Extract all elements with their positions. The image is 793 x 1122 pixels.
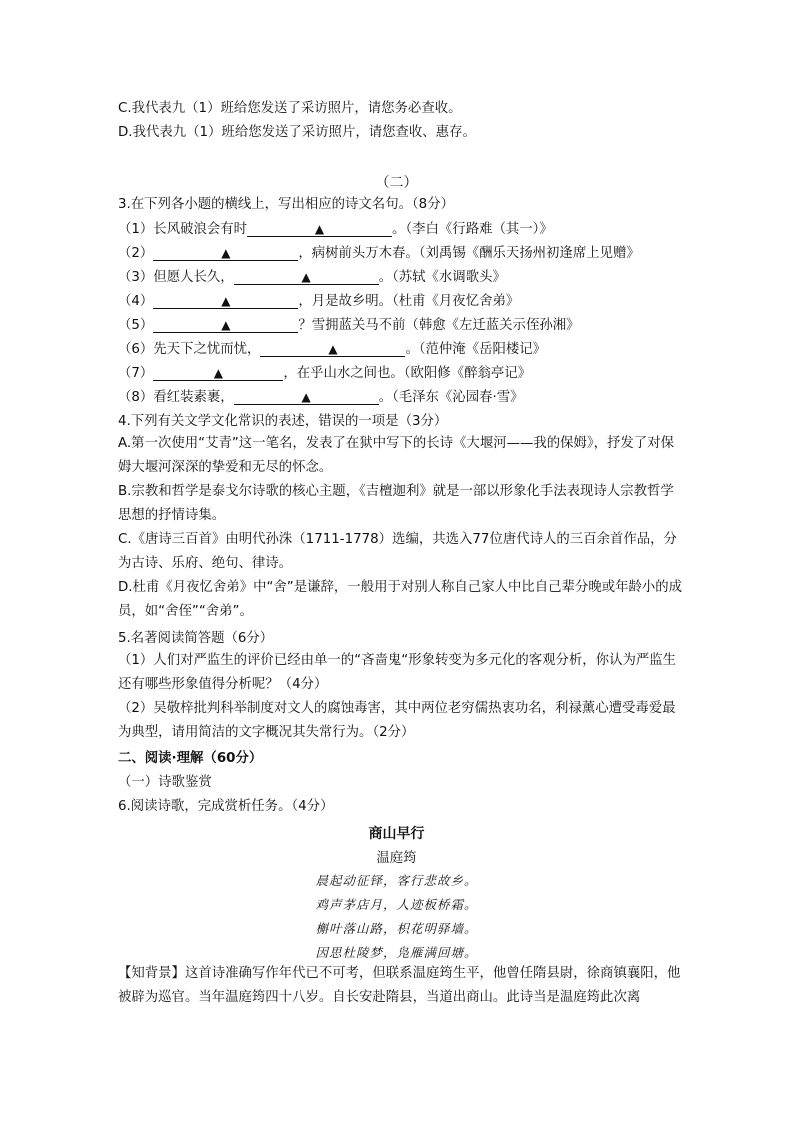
answer-blank-3[interactable] — [234, 270, 379, 285]
q5-item-2: （2）吴敬梓批判科举制度对文人的腐蚀毒害，其中两位老穷儒热衷功名，利禄薰心遭受毒爱最为典型，请用简洁的文字概况其失常行为。（2分） — [118, 701, 676, 740]
section-two-label: （二） — [375, 175, 418, 191]
option-d-line: D.我代表九（1）班给您发送了采访照片，请您查收、惠存。 — [118, 125, 476, 140]
answer-blank-4[interactable] — [153, 294, 298, 309]
triangle-marker-icon: ▲ — [221, 318, 231, 332]
q3-item-5 — [118, 317, 580, 335]
q3-item-1-pre: （1）长风破浪会有时 — [118, 222, 248, 237]
q3-item-7-pre: （7） — [118, 366, 154, 381]
q3-item-1-post: 。（李白《行路难（其一）》 — [392, 222, 553, 237]
q3-item-5-pre: （5） — [118, 318, 154, 333]
q3-item-8-pre: （8）看红装素裹， — [118, 390, 234, 405]
answer-blank-2[interactable] — [153, 246, 298, 261]
answer-blank-7[interactable] — [153, 366, 283, 381]
section-reading-heading: 二、阅读·理解（60分） — [118, 751, 263, 766]
triangle-marker-icon: ▲ — [213, 366, 223, 380]
q6-stem: 6.阅读诗歌，完成赏析任务。（4分） — [118, 799, 334, 814]
triangle-marker-icon: ▲ — [301, 390, 311, 404]
q4-option-c: C.《唐诗三百首》由明代孙洙（1711-1778）选编，共选入77位唐代诗人的三百余首作品，分为古诗、乐府、绝句、律诗。 — [118, 532, 677, 571]
q3-item-5-post: ？雪拥蓝关马不前（韩愈《左迁蓝关示侄孙湘》 — [298, 318, 580, 333]
q5-stem: 5.名著阅读简答题（6分） — [118, 631, 274, 646]
poem-line-4: 因思杜陵梦，凫雁满回塘。 — [315, 945, 478, 960]
triangle-marker-icon: ▲ — [221, 294, 231, 308]
answer-blank-5[interactable] — [153, 318, 298, 333]
q3-item-7-post: ，在乎山水之间也。（欧阳修《醉翁亭记》 — [283, 366, 532, 381]
poem-title: 商山早行 — [368, 826, 425, 842]
q3-item-3-post: 。（苏轼《水调歌头》 — [378, 270, 506, 285]
q3-item-6-pre: （6）先天下之忧而忧， — [118, 342, 261, 357]
answer-blank-1[interactable] — [247, 222, 392, 237]
triangle-marker-icon: ▲ — [314, 222, 325, 236]
q3-item-2-pre: （2） — [118, 246, 154, 261]
background-paragraph: 【知背景】这首诗准确写作年代已不可考，但联系温庭筠生平，他曾任隋县尉，徐商镇襄阳，他被辟为巡官。当年温庭筠四十八岁。自长安赴隋县，当道出商山。此诗当是温庭筠此次离 — [118, 966, 681, 1005]
q3-item-6-post: 。（范仲淹《岳阳楼记》 — [405, 342, 547, 357]
triangle-marker-icon: ▲ — [301, 270, 311, 284]
q5-item-1: （1）人们对严监生的评价已经由单一的“吝啬鬼“形象转变为多元化的客观分析，你认为严监生还有哪些形象值得分析呢？（4分） — [118, 653, 677, 692]
q4-stem: 4.下列有关文学文化常识的表述，错误的一项是（3分） — [118, 414, 448, 429]
q3-item-3-pre: （3）但愿人长久， — [118, 270, 234, 285]
q4-option-a: A.第一次使用“艾青”这一笔名，发表了在狱中写下的长诗《大堰河——我的保姆》，抒发了对保姆大堰河深深的挚爱和无尽的怀念。 — [118, 436, 674, 475]
answer-blank-6[interactable] — [260, 342, 405, 357]
q3-item-3 — [118, 269, 506, 287]
q4-option-b: B.宗教和哲学是泰戈尔诗歌的核心主题，《吉檀迦利》就是一部以形象化手法表现诗人宗教哲学思想的抒情诗集。 — [118, 484, 674, 523]
answer-blank-8[interactable] — [234, 390, 379, 405]
q3-item-4-post: ，月是故乡明。（杜甫《月夜忆舍弟》 — [298, 294, 520, 309]
q3-item-8 — [118, 389, 524, 407]
triangle-marker-icon: ▲ — [221, 246, 231, 260]
q3-stem: 3.在下列各小题的横线上，写出相应的诗文名句。（8分） — [118, 197, 454, 212]
q3-item-1 — [118, 221, 553, 239]
q3-item-7 — [118, 365, 531, 383]
poem-line-3: 槲叶落山路，枳花明驿墙。 — [315, 921, 478, 936]
poem-line-2: 鸡声茅店月，人迹板桥霜。 — [315, 897, 478, 912]
q3-item-4-pre: （4） — [118, 294, 154, 309]
option-c-line: C.我代表九（1）班给您发送了采访照片，请您务必查收。 — [118, 101, 462, 116]
q3-item-6 — [118, 341, 546, 359]
poem-line-1: 晨起动征铎，客行悲故乡。 — [315, 873, 478, 888]
sub-section-poetry: （一）诗歌鉴赏 — [118, 775, 212, 790]
q4-option-d: D.杜甫《月夜忆舍弟》中“舍”是谦辞，一般用于对别人称自己家人中比自己辈分晚或年龄小的成员，如“舍侄”“舍弟”。 — [118, 580, 683, 619]
q3-item-2-post: ，病树前头万木春。（刘禹锡《酬乐天扬州初逢席上见赠》 — [298, 246, 640, 261]
triangle-marker-icon: ▲ — [328, 342, 338, 356]
q3-item-8-post: 。（毛泽东《沁园春·雪》 — [378, 390, 524, 405]
poem-author: 温庭筠 — [376, 851, 417, 866]
q3-item-2 — [118, 245, 640, 263]
q3-item-4 — [118, 293, 519, 311]
